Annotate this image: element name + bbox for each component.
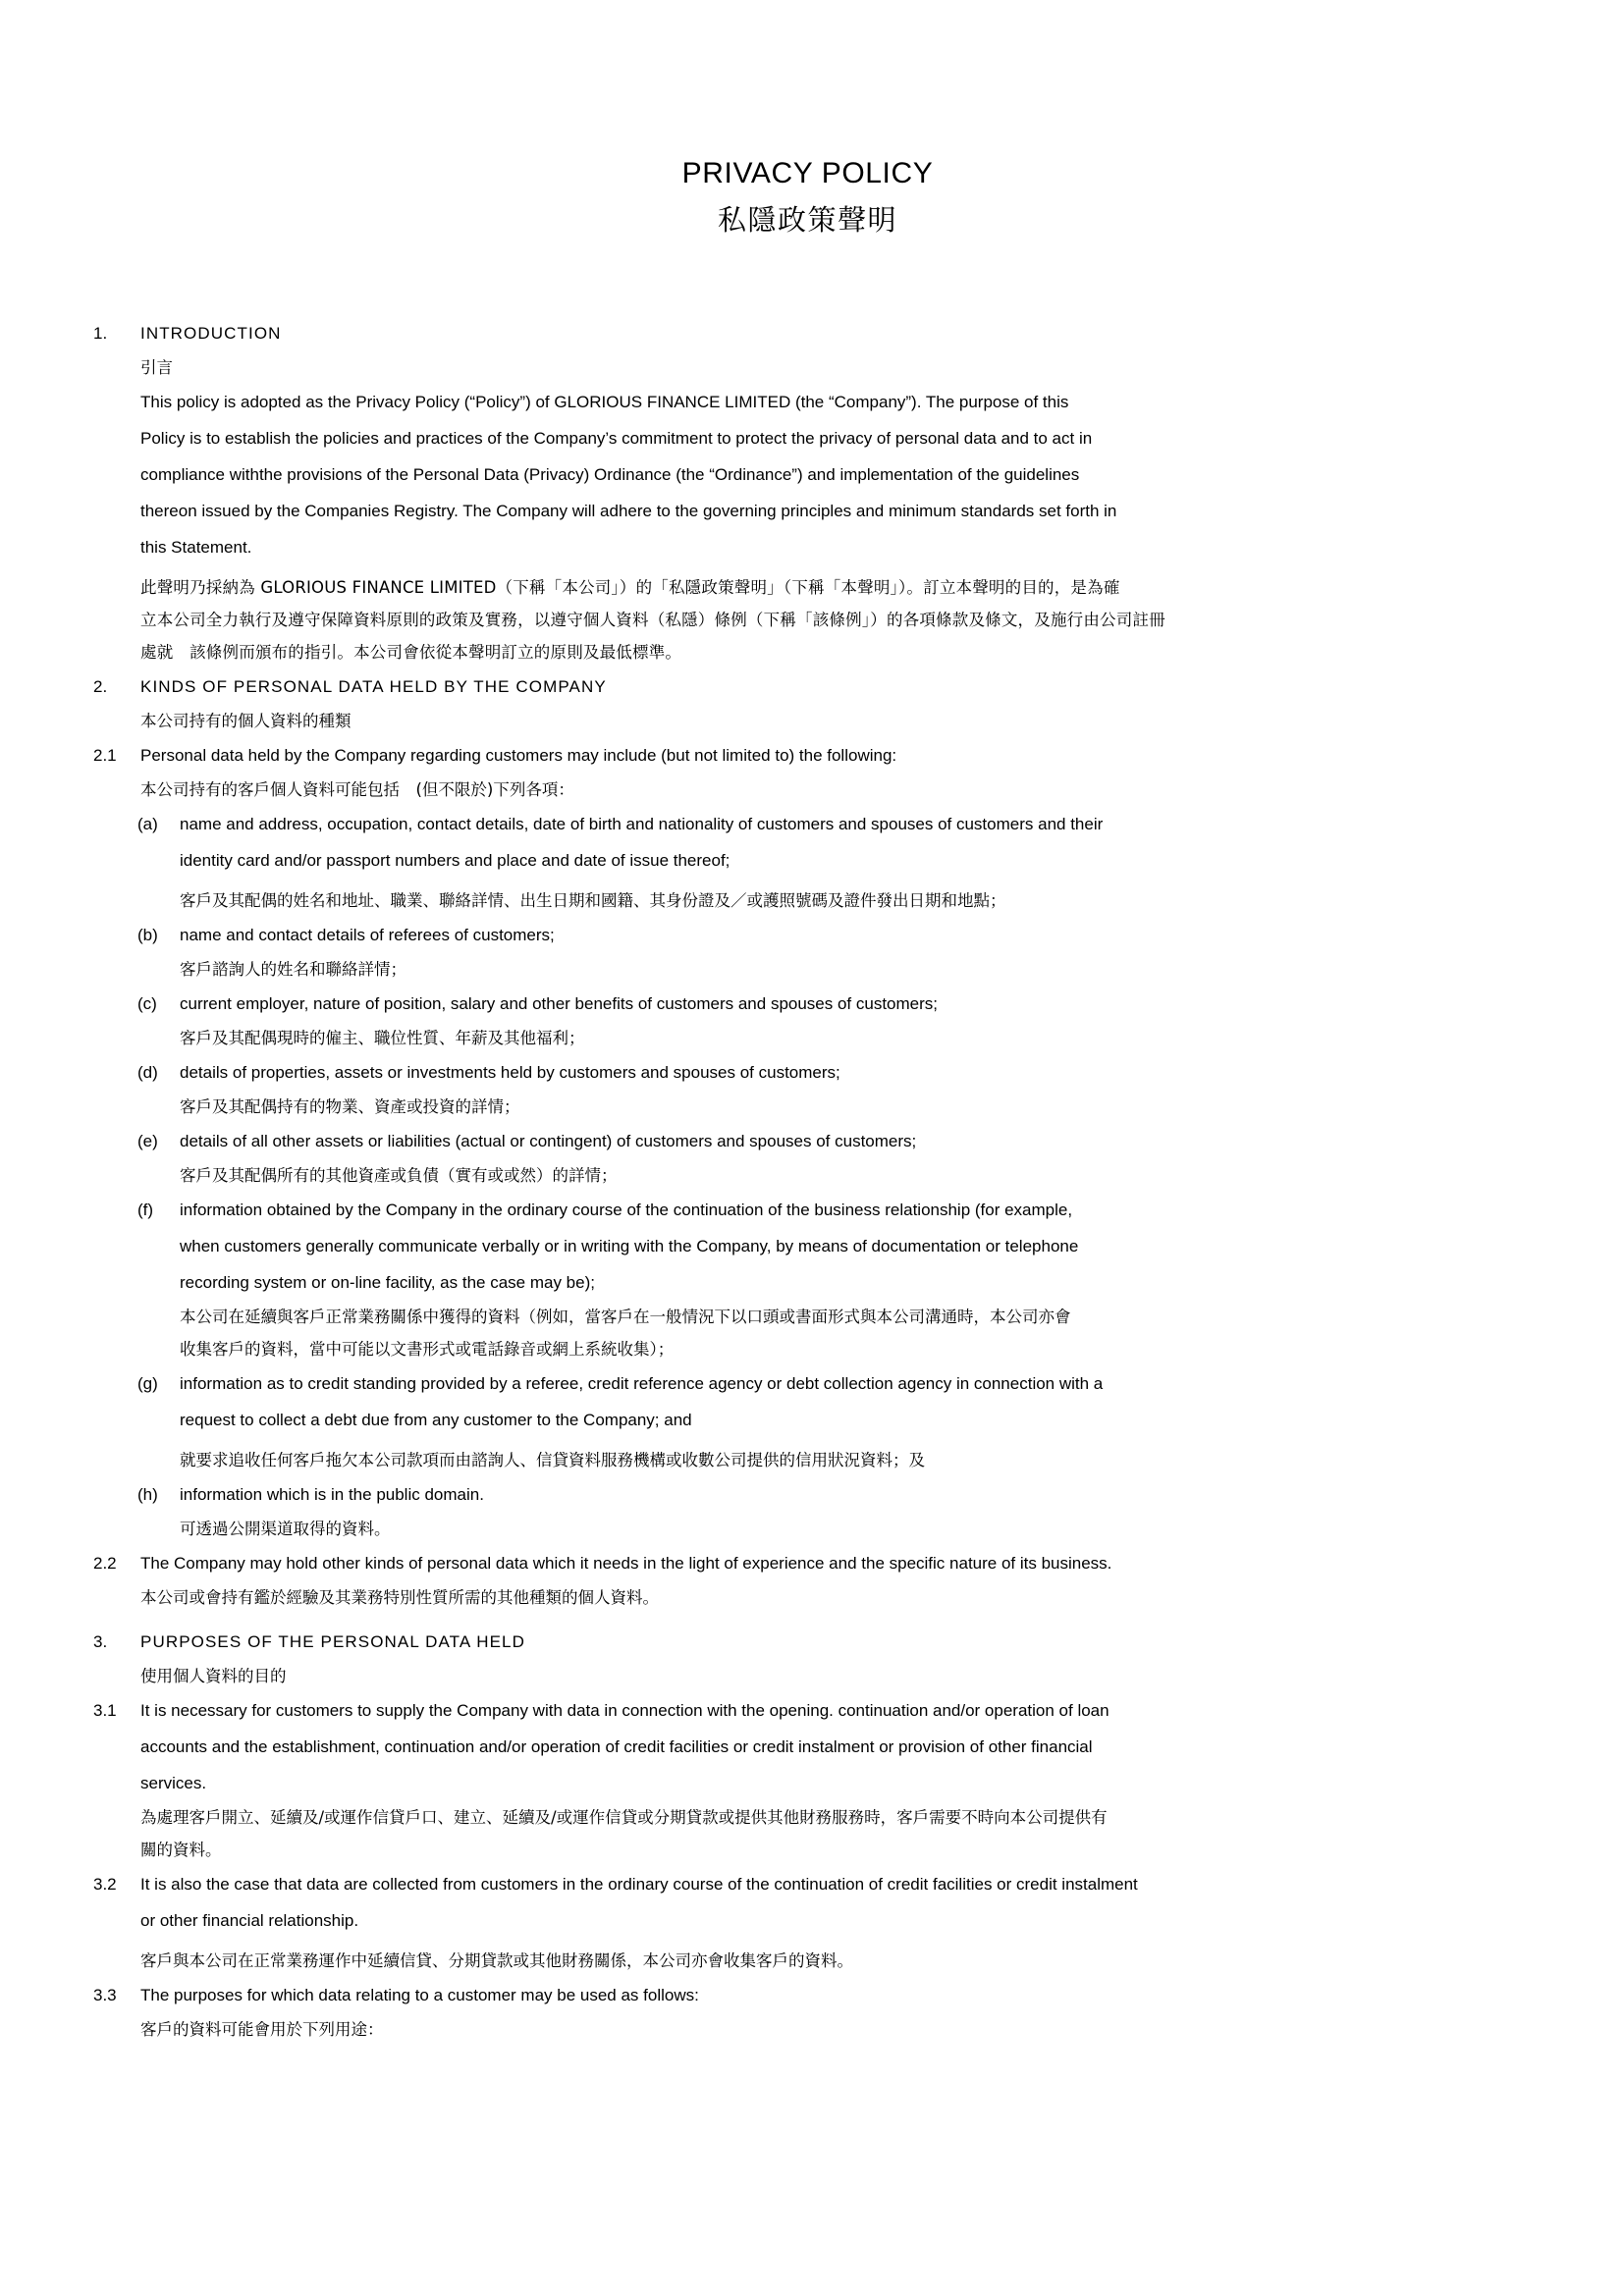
section-1-number: 1. (93, 324, 108, 343)
clause-3-1-number: 3.1 (93, 1701, 117, 1720)
section-2-heading-zh: 本公司持有的個人資料的種類 (140, 712, 352, 730)
section-1-heading (93, 315, 1522, 668)
clause-3-1-body-en-2: accounts and the establishment, continuation and/or operation of credit facilities or credit instalment or provision of other financial (140, 1737, 1093, 1756)
clause-2-1 (93, 737, 1522, 806)
list-item (93, 1476, 1566, 1545)
clause-3-1-body-en-3: services. (140, 1774, 207, 1792)
clause-3-3 (93, 1977, 1522, 2046)
clause-3-2-body-en-1: It is also the case that data are collected from customers in the ordinary course of the continuation of credit facilities or credit instalment (140, 1875, 1138, 1894)
list-item-g-en-2: request to collect a debt due from any customer to the Company; and (180, 1411, 692, 1429)
list-item-label-b: (b) (137, 926, 158, 944)
section-3-number: 3. (93, 1632, 108, 1651)
spacer (93, 1614, 1522, 1624)
clause-3-2-body-en-2: or other financial relationship. (140, 1911, 359, 1930)
list-item-f-en-1: information obtained by the Company in the ordinary course of the continuation of the business relationship (for example, (180, 1201, 1073, 1219)
section-1-body-line-2: Policy is to establish the policies and practices of the Company’s commitment to protect the privacy of personal data and to act in (140, 429, 1093, 448)
list-item-g-en-1: information as to credit standing provided by a referee, credit reference agency or debt collection agency in connection with a (180, 1374, 1104, 1393)
document-content (93, 157, 1522, 2046)
section-1-body-line-4: thereon issued by the Companies Registry. The Company will adhere to the governing principles and minimum standards set forth in (140, 502, 1117, 520)
list-item-label-c: (c) (137, 994, 157, 1013)
list-item-e-en-1: details of all other assets or liabilities (actual or contingent) of customers and spouses of customers; (180, 1132, 917, 1150)
section-3-heading-zh: 使用個人資料的目的 (140, 1667, 287, 1685)
list-item-label-h: (h) (137, 1485, 158, 1504)
section-2-number: 2. (93, 677, 108, 696)
list-item-label-f: (f) (137, 1201, 154, 1219)
list-item-label-e: (e) (137, 1132, 158, 1150)
clause-2-1-body-en: Personal data held by the Company regarding customers may include (but not limited to) the following: (140, 746, 897, 765)
clause-2-2-body-en: The Company may hold other kinds of personal data which it needs in the light of experience and the specific nature of its business. (140, 1554, 1112, 1573)
clause-3-3-body-en-1: The purposes for which data relating to a customer may be used as follows: (140, 1986, 699, 2004)
section-1-body-line-5: this Statement. (140, 538, 252, 557)
list-item (93, 986, 1566, 1054)
list-item (93, 917, 1566, 986)
section-1-body-zh-line-2: 立本公司全力執行及遵守保障資料原則的政策及實務，以遵守個人資料（私隱）條例（下稱「該條例」）的各項條款及條文，及施行由公司註冊 (140, 611, 1165, 629)
page-title-zh: 私隱政策聲明 (717, 205, 897, 237)
list-item (93, 1365, 1566, 1476)
list-item-a-zh-1: 客戶及其配偶的姓名和地址、職業、聯絡詳情、出生日期和國籍、其身份證及／或護照號碼及證件發出日期和地點； (180, 891, 1006, 910)
section-2-heading-en: KINDS OF PERSONAL DATA HELD BY THE COMPANY (140, 677, 607, 696)
clause-3-1-body-en-1: It is necessary for customers to supply the Company with data in connection with the opening. continuation and/or operation of loan (140, 1701, 1109, 1720)
section-1-heading-zh: 引言 (140, 358, 173, 377)
list-item-h-zh-1: 可透過公開渠道取得的資料。 (180, 1520, 391, 1538)
clause-2-2-number: 2.2 (93, 1554, 117, 1573)
page-title-en: PRIVACY POLICY (681, 157, 934, 189)
clause-3-2-body-zh-1: 客戶與本公司在正常業務運作中延續信貸、分期貸款或其他財務關係，本公司亦會收集客戶的資料。 (140, 1951, 853, 1970)
clause-3-1-body-zh-2: 關的資料。 (140, 1841, 222, 1859)
list-item-h-en-1: information which is in the public domain. (180, 1485, 484, 1504)
clause-3-3-body-zh-1: 客戶的資料可能會用於下列用途： (140, 2020, 384, 2039)
clause-3-3-number: 3.3 (93, 1986, 117, 2004)
section-1-body-line-3: compliance withthe provisions of the Personal Data (Privacy) Ordinance (the “Ordinance”) and implementation of the guidelines (140, 465, 1080, 484)
list-item-f-en-3: recording system or on-line facility, as the case may be); (180, 1273, 595, 1292)
section-3-heading-en: PURPOSES OF THE PERSONAL DATA HELD (140, 1632, 525, 1651)
clause-3-2 (93, 1866, 1522, 1977)
list-item (93, 806, 1566, 917)
list-item-c-zh-1: 客戶及其配偶現時的僱主、職位性質、年薪及其他福利； (180, 1029, 585, 1047)
list-item-f-en-2: when customers generally communicate verbally or in writing with the Company, by means of documentation or telephone (180, 1237, 1079, 1255)
list-item-label-a: (a) (137, 815, 158, 833)
list-item (93, 1192, 1566, 1365)
list-item-label-d: (d) (137, 1063, 158, 1082)
list-item-a-en-1: name and address, occupation, contact details, date of birth and nationality of customers and spouses of customers and their (180, 815, 1104, 833)
list-item-c-en-1: current employer, nature of position, salary and other benefits of customers and spouses of customers; (180, 994, 939, 1013)
section-1-heading-en: INTRODUCTION (140, 324, 282, 343)
clause-2-1-body-zh: 本公司持有的客戶個人資料可能包括 (但不限於)下列各項： (140, 780, 574, 799)
list-item-d-en-1: details of properties, assets or investments held by customers and spouses of customers; (180, 1063, 840, 1082)
list-item-g-zh-1: 就要求追收任何客戶拖欠本公司款項而由諮詢人、信貸資料服務機構或收數公司提供的信用狀況資料；及 (180, 1451, 925, 1469)
section-1-body-zh-line-1: 此聲明乃採納為 GLORIOUS FINANCE LIMITED（下稱「本公司」）的「私隱政策聲明」（下稱「本聲明」）。訂立本聲明的目的，是為確 (140, 578, 1120, 597)
section-1-body-line-1: This policy is adopted as the Privacy Policy (“Policy”) of GLORIOUS FINANCE LIMITED (the “Company”). The purpose of this (140, 393, 1069, 411)
section-3-heading (93, 1624, 1522, 1692)
clause-2-1-number: 2.1 (93, 746, 117, 765)
list-item (93, 1054, 1566, 1123)
clause-2-2-body-zh: 本公司或會持有鑑於經驗及其業務特別性質所需的其他種類的個人資料。 (140, 1588, 659, 1607)
list-item-b-en-1: name and contact details of referees of customers; (180, 926, 555, 944)
clause-3-1 (93, 1692, 1522, 1866)
list-item-f-zh-1: 本公司在延續與客戶正常業務關係中獲得的資料（例如，當客戶在一般情況下以口頭或書面形式與本公司溝通時，本公司亦會 (180, 1308, 1071, 1326)
list-item-f-zh-2: 收集客戶的資料，當中可能以文書形式或電話錄音或網上系統收集）； (180, 1340, 675, 1359)
clause-3-1-body-zh-1: 為處理客戶開立、延續及/或運作信貸戶口、建立、延續及/或運作信貸或分期貸款或提供其他財務服務時，客戶需要不時向本公司提供有 (140, 1808, 1108, 1827)
list-item-e-zh-1: 客戶及其配偶所有的其他資產或負債（實有或或然）的詳情； (180, 1166, 618, 1185)
list-item (93, 1123, 1566, 1192)
section-1-body-zh-line-3: 處就 該條例而頒布的指引。本公司會依從本聲明訂立的原則及最低標準。 (140, 643, 682, 662)
list-item-a-en-2: identity card and/or passport numbers and place and date of issue thereof; (180, 851, 730, 870)
clause-2-2 (93, 1545, 1522, 1614)
list-item-b-zh-1: 客戶諮詢人的姓名和聯絡詳情； (180, 960, 406, 979)
list-item-d-zh-1: 客戶及其配偶持有的物業、資產或投資的詳情； (180, 1097, 520, 1116)
section-2-heading (93, 668, 1522, 737)
list-item-label-g: (g) (137, 1374, 158, 1393)
clause-3-2-number: 3.2 (93, 1875, 117, 1894)
